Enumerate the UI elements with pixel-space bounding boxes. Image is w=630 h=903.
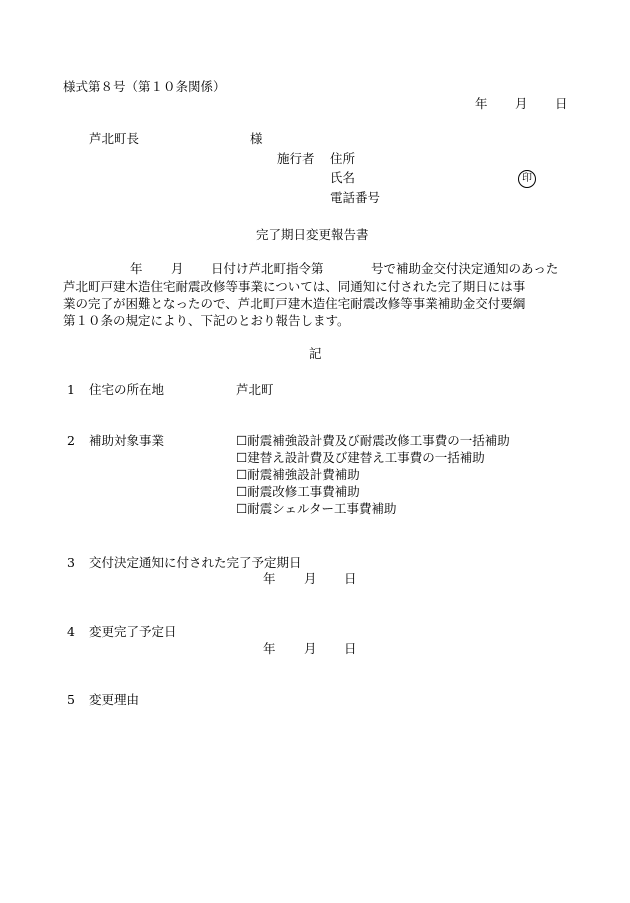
date-month-label: 月 bbox=[515, 96, 528, 111]
subsidy-option-label: 建替え設計費及び建替え工事費の一括補助 bbox=[247, 450, 485, 465]
document-title: 完了期日変更報告書 bbox=[256, 227, 369, 242]
item1-value: 芦北町 bbox=[236, 382, 274, 397]
item4-label: 変更完了予定日 bbox=[89, 624, 177, 639]
body-line1-mid: 日付け芦北町指令第 bbox=[211, 261, 324, 276]
item3-year: 年 bbox=[263, 571, 276, 586]
phone-label: 電話番号 bbox=[330, 190, 381, 205]
form-number: 様式第８号（第１０条関係） bbox=[63, 79, 226, 94]
item1-number: 1 bbox=[67, 382, 75, 397]
name-label: 氏名 bbox=[330, 170, 356, 185]
item4-day: 日 bbox=[344, 641, 357, 656]
item3-day: 日 bbox=[344, 571, 357, 586]
item3-label: 交付決定通知に付された完了予定期日 bbox=[89, 555, 302, 570]
subsidy-option[interactable] bbox=[236, 452, 485, 465]
body-line2: 芦北町戸建木造住宅耐震改修等事業については、同通知に付された完了期日には事 bbox=[63, 279, 526, 294]
subsidy-option-label: 耐震シェルター工事費補助 bbox=[247, 501, 397, 516]
subsidy-option-label: 耐震補強設計費及び耐震改修工事費の一括補助 bbox=[247, 433, 510, 448]
item4-year: 年 bbox=[263, 641, 276, 656]
seal-icon: 印 bbox=[518, 170, 536, 188]
checkbox-icon[interactable]: ☐ bbox=[236, 450, 248, 465]
body-line1-year: 年 bbox=[130, 261, 143, 276]
item1-label: 住宅の所在地 bbox=[89, 382, 165, 397]
seal-mark bbox=[518, 170, 536, 188]
subsidy-option-label: 耐震補強設計費補助 bbox=[247, 467, 360, 482]
subsidy-option[interactable] bbox=[236, 503, 396, 516]
checkbox-icon[interactable]: ☐ bbox=[236, 484, 248, 499]
subsidy-option-label: 耐震改修工事費補助 bbox=[247, 484, 360, 499]
ki-marker: 記 bbox=[309, 346, 322, 361]
item4-number: 4 bbox=[67, 624, 75, 639]
item2-number: 2 bbox=[67, 433, 75, 448]
addressee-honorific: 様 bbox=[250, 131, 263, 146]
date-day-label: 日 bbox=[555, 96, 568, 111]
body-line1-end: 号で補助金交付決定通知のあった bbox=[371, 261, 559, 276]
applicant-role: 施行者 bbox=[277, 151, 315, 166]
checkbox-icon[interactable]: ☐ bbox=[236, 433, 248, 448]
body-line3: 業の完了が困難となったので、芦北町戸建木造住宅耐震改修等事業補助金交付要綱 bbox=[63, 296, 526, 311]
item3-month: 月 bbox=[304, 571, 317, 586]
checkbox-icon[interactable]: ☐ bbox=[236, 467, 248, 482]
item5-label: 変更理由 bbox=[89, 692, 140, 707]
subsidy-option[interactable] bbox=[236, 486, 360, 499]
address-label: 住所 bbox=[330, 151, 356, 166]
item2-label: 補助対象事業 bbox=[89, 433, 165, 448]
item3-number: 3 bbox=[67, 555, 75, 570]
addressee-name: 芦北町長 bbox=[89, 131, 140, 146]
subsidy-option[interactable] bbox=[236, 435, 510, 448]
body-line1-month: 月 bbox=[171, 261, 184, 276]
checkbox-icon[interactable]: ☐ bbox=[236, 501, 248, 516]
item4-month: 月 bbox=[304, 641, 317, 656]
item5-number: 5 bbox=[67, 692, 75, 707]
subsidy-option[interactable] bbox=[236, 469, 360, 482]
body-line4: 第１０条の規定により、下記のとおり報告します。 bbox=[63, 313, 350, 328]
date-year-label: 年 bbox=[475, 96, 488, 111]
